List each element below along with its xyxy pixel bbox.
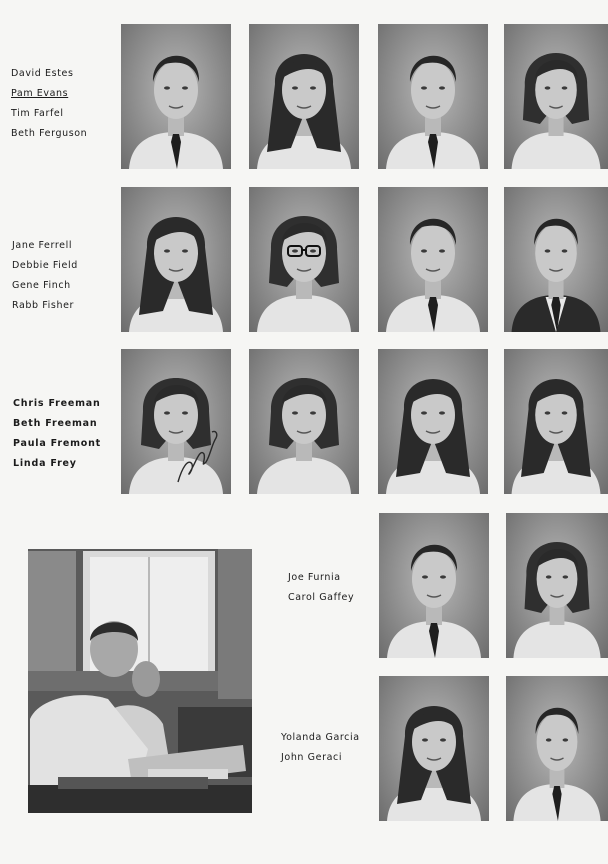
student-name: Chris Freeman: [13, 398, 101, 409]
student-name: Beth Freeman: [13, 418, 98, 429]
portrait-photo: [249, 349, 359, 494]
portrait-photo: [249, 24, 359, 169]
student-name: Gene Finch: [12, 280, 71, 291]
name-list-row-1: [11, 64, 87, 144]
student-name: Joe Furnia: [288, 572, 341, 583]
portrait-photo: [379, 513, 489, 658]
portrait-photo: [504, 24, 608, 169]
portrait-photo: [249, 187, 359, 332]
student-name: Pam Evans: [11, 88, 69, 99]
name-list-row-5: [281, 728, 360, 768]
portrait-photo: [504, 187, 608, 332]
portrait-photo: [504, 349, 608, 494]
student-name: Rabb Fisher: [12, 300, 75, 311]
portrait-photo: [378, 24, 488, 169]
portrait-photo: [121, 24, 231, 169]
student-name: Jane Ferrell: [12, 240, 73, 251]
student-name: Beth Ferguson: [11, 128, 88, 139]
student-name: Yolanda Garcia: [281, 732, 360, 743]
student-name: David Estes: [11, 68, 74, 79]
portrait-photo: [379, 676, 489, 821]
name-list-row-4: [288, 568, 354, 608]
name-list-row-2: [12, 236, 78, 316]
student-name: Tim Farfel: [11, 108, 64, 119]
student-name: Debbie Field: [12, 260, 78, 271]
student-name: Linda Frey: [13, 458, 77, 469]
portrait-photo: [378, 187, 488, 332]
portrait-photo: [506, 513, 608, 658]
student-name: Paula Fremont: [13, 438, 101, 449]
student-name: Carol Gaffey: [288, 592, 355, 603]
name-list-row-3: [13, 394, 101, 474]
classroom-candid-photo: [28, 549, 252, 813]
portrait-photo: [121, 187, 231, 332]
handwritten-signature: [172, 418, 222, 488]
portrait-photo: [506, 676, 608, 821]
student-name: John Geraci: [281, 752, 343, 763]
portrait-photo: [378, 349, 488, 494]
